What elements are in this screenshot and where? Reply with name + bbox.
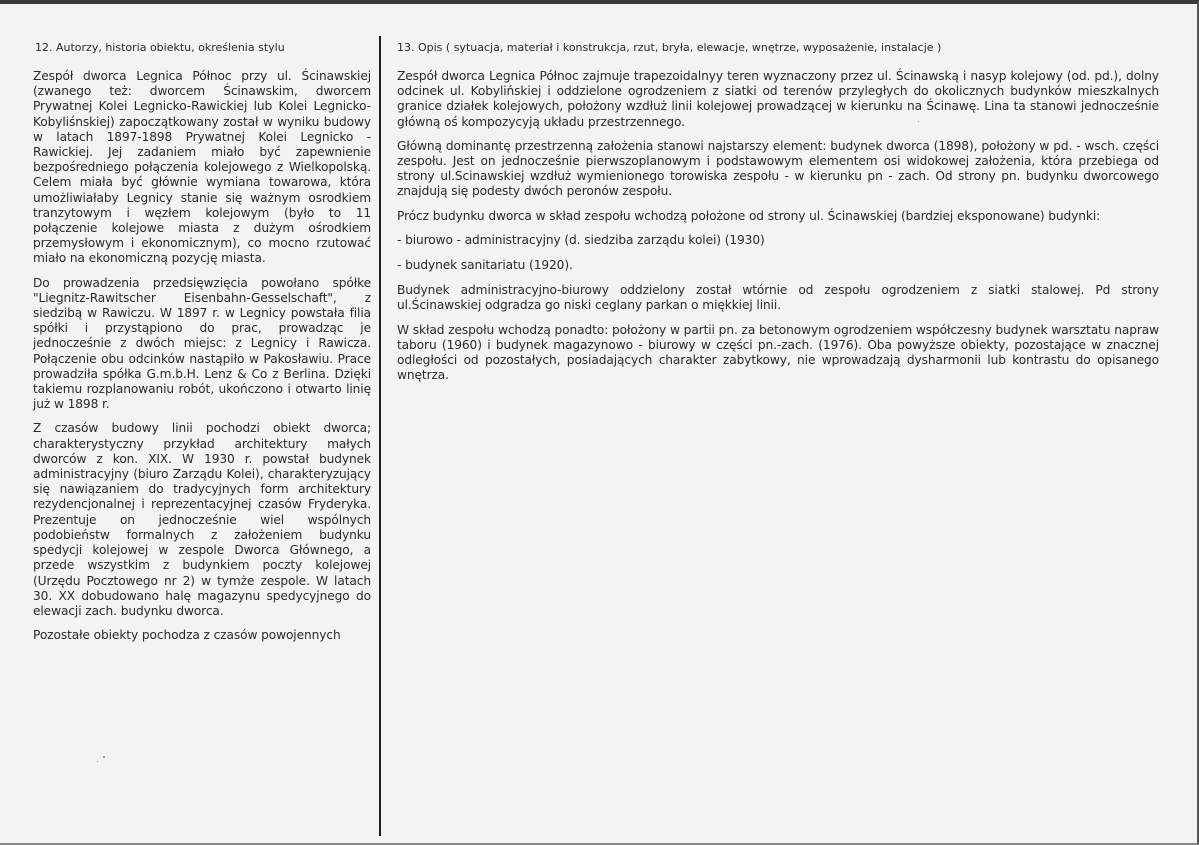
- history-paragraph-3: Z czasów budowy linii pochodzi obiekt dworca; charakterystyczny przykład architektury małych dworców z kon. XIX. W 1930 r. powstał budynek administracyjny (biuro Zarządu Kolei), charakteryzujący się nawiązaniem do tradycyjnych form architektury rezydencjonalnej i reprezentacyjnej czasów Fryderyka. Prezentuje on jednocześnie wiel wspólnych podobieństw formalnych z założeniem budynku spedycji kolejowej w zespole Dworca Głównego, a przede wszystkim z budynkiem poczty kolejowej (Urzędu Pocztowego nr 2) w tymże zespole. W latach 30. XX dobudowano halę magazynu spedycyjnego do elewacji zach. budynku dworca.: [33, 421, 371, 618]
- history-paragraph-4: Pozostałe obiekty pochodza z czasów powojennych: [33, 628, 341, 643]
- section-12-heading: 12. Autorzy, historia obiektu, określenia stylu: [35, 41, 285, 54]
- left-column: [33, 40, 371, 652]
- column-divider: [379, 36, 381, 836]
- section-13-heading: 13. Opis ( sytuacja, materiał i konstrukcja, rzut, bryła, elewacje, wnętrze, wyposażenie, instalacje ): [397, 41, 942, 54]
- building-list-item-2: - budynek sanitariatu (1920).: [397, 258, 573, 273]
- description-paragraph-1: Zespół dworca Legnica Północ zajmuje trapezoidalnyy teren wyznaczony przez ul. Ścinawską i nasyp kolejowy (od. pd.), dolny odcinek ul. Kobylińskiej i oddzielone ogrodzeniem z siatki od terenów przyległych do okolicznych budynków mieszkalnych granice działek kolejowych, położony wzdłuż linii kolejowej prowadzącej w kierunku na Ścinawę. Lina ta stanowi jednocześnie główną oś kompozycyją układu przestrzennego.: [397, 69, 1159, 129]
- scan-speck: [918, 121, 919, 122]
- description-paragraph-4: Budynek administracyjno-biurowy oddzielony został wtórnie od zespołu ogrodzeniem z siatki stalowej. Pd strony ul.Ścinawskiej odgradza go niski ceglany parkan o miękkiej linii.: [397, 283, 1159, 313]
- description-paragraph-5: W skład zespołu wchodzą ponadto: położony w partii pn. za betonowym ogrodzeniem współczesny budynek warsztatu napraw taboru (1960) i budynek magazynowo - biurowy w części pn.-zach. (1976). Oba powyższe obiekty, pozostające w znacznej odległości od pozostałych, posiadających charakter zabytkowy, nie wprowadzają dysharmonii lub kontrastu do opisanego wnętrza.: [397, 322, 1159, 383]
- building-list-item-1: - biurowo - administracyjny (d. siedziba zarządu kolei) (1930): [397, 232, 765, 247]
- history-paragraph-1: Zespół dworca Legnica Północ przy ul. Ścinawskiej (zwanego też: dworcem Ścinawskim, dworcem Prywatnej Kolei Legnicko-Rawickiej lub Kolei Legnicko-Kobyliśnskiej) zapoczątkowany został w wyniku budowy w latach 1897-1898 Prywatnej Kolei Legnicko - Rawickiej. Jej zadaniem miało być zapewnienie bezpośredniego połączenia kolejowego z Wielkopolską. Celem miała być głównie wymiana towarowa, która umożliwiałaby Legnicy stanie się ważnym osrodkiem tranzytowym i węzłem kolejowym (było to 11 połączenie kolejowe miasta z dużym ośrodkiem przemysłowym i ekonomicznym), co mocno rzutować miało na ekonomiczną pozycję miasta.: [33, 69, 371, 266]
- description-paragraph-3: Prócz budynku dworca w skład zespołu wchodzą położone od strony ul. Ścinawskiej (bardziej eksponowane) budynki:: [397, 208, 1101, 223]
- history-paragraph-2: Do prowadzenia przedsięwzięcia powołano spółke "Liegnitz-Rawitscher Eisenbahn-Gesselschaft", z siedzibą w Rawiczu. W 1897 r. w Legnicy powstała filia spółki i przystąpiono do prac, prowadząc je jednocześnie z dwóch miejsc: z Legnicy i Rawicza. Połączenie obu odcinków nastąpiło w Pakosławiu. Prace prowadziła spółka G.m.b.H. Lenz & Co z Berlina. Dzięki takiemu rozplanowaniu robót, ukończono i otwarto linię już w 1898 r.: [33, 275, 371, 412]
- scan-speck: [103, 756, 105, 758]
- right-column: [397, 40, 1159, 392]
- description-paragraph-2: Główną dominantę przestrzenną założenia stanowi najstarszy element: budynek dworca (1898), położony w pd. - wsch. części zespołu. Jest on jednocześnie pierwszoplanowym i podstawowym elementem osi widokowej założenia, która przebiega od strony ul.Scinawskiej wzdłuż wymienionego torowiska zespołu - w kierunku pn - zach. Od strony pn. budynku dworcowego znajdują się podesty dwóch peronów zespołu.: [397, 138, 1159, 199]
- scan-speck: [97, 761, 98, 762]
